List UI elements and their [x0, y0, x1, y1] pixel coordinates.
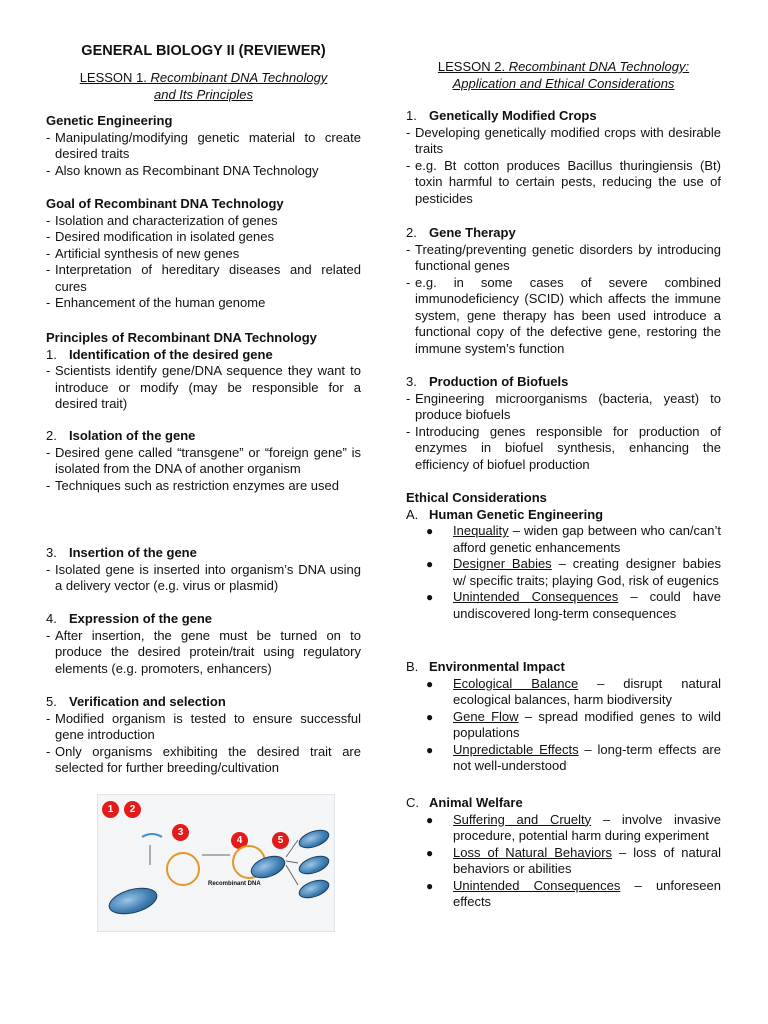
application-title: Genetically Modified Crops: [429, 108, 597, 123]
application-title: Production of Biofuels: [429, 374, 569, 389]
principle-step-5: 5. Verification and selection - Modified organism is tested to ensure successful gene introduction - Only organisms exhibiting the desired trait are selected for further breeding/cultivation: [46, 694, 361, 775]
bullet-term: Unpredictable Effects: [453, 741, 579, 757]
lesson-2-title-line2: Application and Ethical Considerations: [452, 75, 675, 91]
lesson-1-prefix: LESSON 1.: [79, 70, 151, 85]
step-title: Identification of the desired gene: [69, 346, 273, 362]
step-number: 3.: [46, 545, 57, 560]
list-item: Only organisms exhibiting the desired trait are selected for further breeding/cultivation: [55, 743, 361, 775]
bullet-term: Loss of Natural Behaviors: [453, 844, 613, 860]
principles-section: Principles of Recombinant DNA Technology 1. Identification of the desired gene - Scientists identify gene/DNA sequence they want to introduce or modify (may be responsible for a desired trait): [46, 330, 361, 411]
application-3: 3. Production of Biofuels - Engineering microorganisms (bacteria, yeast) to produce biofuels - Introducing genes responsible for production of enzymes in biofuel synthesis, enhancing the efficiency of biofuel production: [406, 374, 721, 472]
step-number: 2.: [46, 428, 57, 443]
section-letter: B.: [406, 659, 419, 674]
plasmid-ring: [166, 852, 200, 886]
lesson-1-heading: [46, 70, 361, 103]
recombinant-dna-label: Recombinant DNA: [208, 881, 261, 887]
document-title: GENERAL BIOLOGY II (REVIEWER): [81, 43, 326, 59]
step-number: 3.: [406, 374, 417, 389]
list-item: Scientists identify gene/DNA sequence they want to introduce or modify (may be responsible for a desired trait): [55, 363, 361, 411]
application-1: 1. Genetically Modified Crops - Developing genetically modified crops with desirable traits - e.g. Bt cotton produces Bacillus thuringiensis (Bt) toxin harmful to certain pests, reducing the use of pesticides: [406, 108, 721, 206]
ethics-section-a: Ethical Considerations A. Human Genetic Engineering ● Inequality – widen gap between who can/can’t afford genetic enhancements ● Designer Babies – creating designer babies w/ specific traits; playing God, risk of eugenics ● Unintended Consequences – could have undiscovered long-term consequences: [406, 490, 721, 621]
bullet-desc: – creating designer babies w/ specific traits; playing God, risk of eugenics: [453, 556, 721, 588]
bullet-term: Inequality: [453, 523, 509, 538]
list-item: e.g. Bt cotton produces Bacillus thuringiensis (Bt) toxin harmful to certain pests, reducing the use of pesticides: [415, 157, 721, 206]
principle-step-4: 4. Expression of the gene - After insertion, the gene must be turned on to produce the desired protein/trait using regulatory elements (e.g. promoters, enhancers): [46, 611, 361, 676]
list-item: After insertion, the gene must be turned on to produce the desired protein/trait using regulatory elements (e.g. promoters, enhancers): [55, 627, 361, 676]
lesson-2-prefix: LESSON 2.: [437, 59, 509, 74]
lesson-2-heading: [406, 59, 721, 92]
list-item: Interpretation of hereditary diseases and related cures: [55, 262, 361, 294]
step-number: 5.: [46, 694, 57, 709]
bullet-desc: – disrupt natural ecological balances, harm biodiversity: [453, 675, 721, 707]
step-number: 2.: [406, 225, 417, 240]
list-item: Treating/preventing genetic disorders by introducing functional genes: [415, 241, 721, 273]
section-heading: Ethical Considerations: [406, 490, 547, 505]
bullet-term: Ecological Balance: [453, 675, 579, 691]
step-badge-1: 1: [102, 801, 119, 818]
list-item: Developing genetically modified crops with desirable traits: [415, 124, 721, 156]
list-item: Techniques such as restriction enzymes are used: [55, 477, 339, 493]
bullet-desc: – widen gap between who can/can’t afford genetic enhancements: [453, 523, 721, 555]
list-item: Artificial synthesis of new genes: [55, 245, 240, 261]
section-letter: A.: [406, 506, 419, 522]
lesson-1-title-line1: Recombinant DNA Technology: [150, 70, 328, 85]
step-badge-4: 4: [231, 832, 248, 849]
section-heading: Principles of Recombinant DNA Technology: [46, 330, 317, 345]
recombinant-dna-diagram: [97, 794, 335, 932]
bullet-desc: – long-term effects are not well-understood: [453, 741, 721, 773]
bullet-desc: – spread modified genes to wild populations: [453, 708, 721, 740]
principle-step-2: 2. Isolation of the gene - Desired gene called “transgene” or “foreign gene” is isolated from the DNA of another organism - Techniques such as restriction enzymes are used: [46, 428, 361, 493]
list-item: Enhancement of the human genome: [55, 295, 266, 310]
step-badge-3: 3: [172, 824, 189, 841]
bullet-term: Unintended Consequences: [453, 877, 621, 893]
bullet-term: Suffering and Cruelty: [453, 811, 592, 827]
ethics-section-c: C. Animal Welfare ● Suffering and Cruelty – involve invasive procedure, potential harm during experiment ● Loss of Natural Behaviors – loss of natural behaviors or abilities ● Unintended Consequences – unforeseen effects: [406, 795, 722, 909]
principle-step-3: 3. Insertion of the gene - Isolated gene is inserted into organism’s DNA using a delivery vector (e.g. virus or plasmid): [46, 545, 361, 593]
bullet-term: Unintended Consequences: [453, 589, 619, 604]
ethics-subheading: Environmental Impact: [429, 659, 565, 674]
list-item: Manipulating/modifying genetic material to create desired traits: [55, 129, 361, 161]
bullet-term: Gene Flow: [453, 708, 519, 724]
list-item: Modified organism is tested to ensure successful gene introduction: [55, 710, 361, 742]
lesson-1-title-line2: and Its Principles: [154, 86, 253, 102]
step-badge-2: 2: [124, 801, 141, 818]
list-item: Desired gene called “transgene” or “foreign gene” is isolated from the DNA of another organism: [55, 444, 361, 476]
goal-section: Goal of Recombinant DNA Technology - Isolation and characterization of genes - Desired modification in isolated genes - Artificial synthesis of new genes - Interpretation of hereditary diseases and related cures - Enhancement of the human genome: [46, 196, 361, 310]
section-heading: Goal of Recombinant DNA Technology: [46, 196, 284, 211]
genetic-engineering-section: Genetic Engineering - Manipulating/modifying genetic material to create desired traits - Also known as Recombinant DNA Technology: [46, 113, 361, 178]
list-item: e.g. in some cases of severe combined immunodeficiency (SCID) which affects the immune system, gene therapy has been used introduce a functional copy of the defective gene, restoring the immune system’s function: [415, 274, 721, 356]
list-item: Isolated gene is inserted into organism’s DNA using a delivery vector (e.g. virus or plasmid): [55, 561, 361, 593]
step-number: 4.: [46, 611, 57, 626]
ethics-subheading: Animal Welfare: [429, 795, 523, 810]
list-item: Introducing genes responsible for production of enzymes in biofuel synthesis, enhancing the efficiency of biofuel production: [415, 423, 721, 472]
bullet-desc: – could have undiscovered long-term consequences: [453, 589, 721, 621]
step-title: Verification and selection: [69, 694, 226, 709]
application-title: Gene Therapy: [429, 225, 516, 240]
step-number: 1.: [46, 346, 57, 362]
step-number: 1.: [406, 108, 417, 123]
list-item: Isolation and characterization of genes: [55, 212, 278, 228]
bullet-term: Designer Babies: [453, 556, 552, 571]
step-title: Expression of the gene: [69, 611, 213, 626]
list-item: Desired modification in isolated genes: [55, 229, 274, 244]
bullet-desc: – unforeseen effects: [453, 877, 721, 909]
list-item: Engineering microorganisms (bacteria, yeast) to produce biofuels: [415, 390, 721, 422]
bullet-desc: – loss of natural behaviors or abilities: [453, 844, 721, 876]
step-title: Isolation of the gene: [69, 428, 196, 443]
step-title: Insertion of the gene: [69, 545, 197, 560]
application-2: 2. Gene Therapy - Treating/preventing genetic disorders by introducing functional genes - e.g. in some cases of severe combined immunodeficiency (SCID) which affects the immune system, gene therapy has been used introduce a functional copy of the defective gene, restoring the immune system’s function: [406, 225, 721, 356]
ethics-subheading: Human Genetic Engineering: [429, 506, 604, 522]
list-item: Also known as Recombinant DNA Technology: [55, 162, 319, 178]
step-badge-5: 5: [272, 832, 289, 849]
section-letter: C.: [406, 795, 419, 810]
bullet-desc: – involve invasive procedure, potential harm during experiment: [453, 811, 722, 843]
lesson-2-title-line1: Recombinant DNA Technology:: [508, 59, 690, 74]
ethics-section-b: B. Environmental Impact ● Ecological Balance – disrupt natural ecological balances, harm biodiversity ● Gene Flow – spread modified genes to wild populations ● Unpredictable Effects – long-term effects are not well-understood: [406, 659, 721, 773]
section-heading: Genetic Engineering: [46, 113, 173, 128]
